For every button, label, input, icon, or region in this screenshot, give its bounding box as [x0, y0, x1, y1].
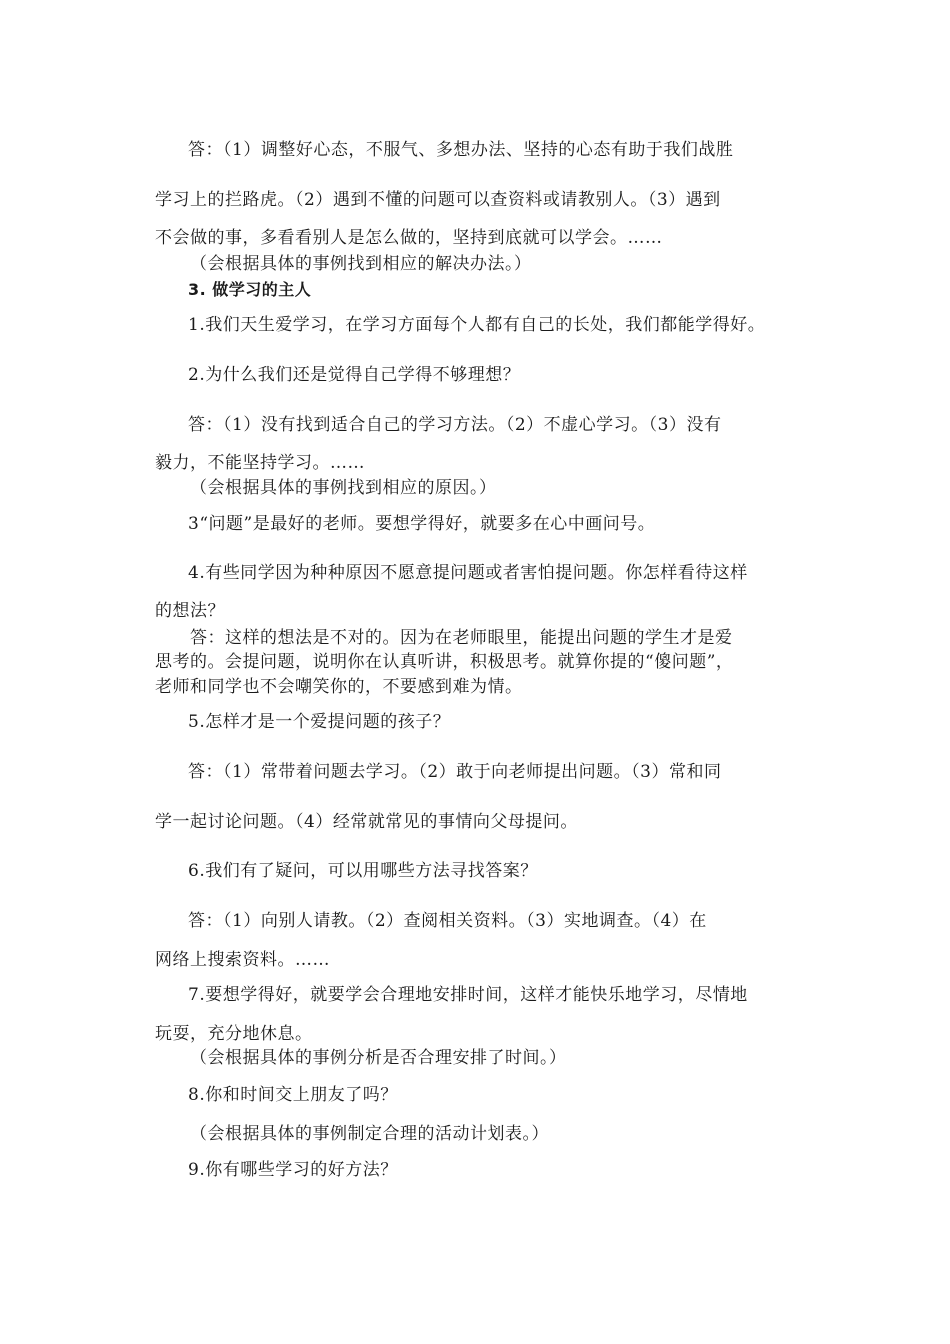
answer-line: 答：（1）没有找到适合自己的学习方法。（2）不虚心学习。（3）没有	[188, 415, 722, 435]
answer-line: 答：（1）向别人请教。（2）查阅相关资料。（3）实地调查。（4）在	[188, 911, 707, 931]
question-line: 5.怎样才是一个爱提问题的孩子？	[188, 712, 451, 732]
question-line: 6.我们有了疑问，可以用哪些方法寻找答案？	[188, 861, 538, 881]
note-line: （会根据具体的事例制定合理的活动计划表。）	[190, 1124, 549, 1144]
question-line: 1.我们天生爱学习，在学习方面每个人都有自己的长处，我们都能学得好。	[188, 315, 766, 335]
answer-line: 思考的。会提问题，说明你在认真听讲，积极思考。就算你提的“傻问题”，	[155, 652, 734, 672]
question-line: 4.有些同学因为种种原因不愿意提问题或者害怕提问题。你怎样看待这样	[188, 563, 748, 583]
note-line: （会根据具体的事例找到相应的原因。）	[190, 478, 497, 498]
note-line: （会根据具体的事例分析是否合理安排了时间。）	[190, 1048, 567, 1068]
answer-line: 答：这样的想法是不对的。因为在老师眼里，能提出问题的学生才是爱	[190, 628, 733, 648]
answer-line: 学一起讨论问题。（4）经常就常见的事情向父母提问。	[155, 812, 578, 832]
note-line: （会根据具体的事例找到相应的解决办法。）	[190, 254, 532, 274]
answer-line: 网络上搜索资料。……	[155, 950, 330, 970]
question-line: 的想法？	[155, 601, 225, 621]
question-line: 玩耍，充分地休息。	[155, 1024, 313, 1044]
question-line: 9.你有哪些学习的好方法？	[188, 1160, 398, 1180]
question-line: 7.要想学得好，就要学会合理地安排时间，这样才能快乐地学习，尽情地	[188, 985, 748, 1005]
answer-line: 学习上的拦路虎。（2）遇到不懂的问题可以查资料或请教别人。（3）遇到	[155, 190, 721, 210]
section-heading: 3. 做学习的主人	[188, 280, 312, 299]
question-line: 8.你和时间交上朋友了吗？	[188, 1085, 398, 1105]
answer-line: 老师和同学也不会嘲笑你的，不要感到难为情。	[155, 677, 523, 697]
answer-line: 不会做的事，多看看别人是怎么做的，坚持到底就可以学会。……	[155, 228, 663, 248]
answer-line: 答：（1）常带着问题去学习。（2）敢于向老师提出问题。（3）常和同	[188, 762, 722, 782]
answer-line: 答：（1）调整好心态，不服气、多想办法、坚持的心态有助于我们战胜	[188, 140, 734, 160]
question-line: 3“问题”是最好的老师。要想学得好，就要多在心中画问号。	[188, 514, 656, 534]
question-line: 2.为什么我们还是觉得自己学得不够理想？	[188, 365, 521, 385]
answer-line: 毅力，不能坚持学习。……	[155, 453, 365, 473]
